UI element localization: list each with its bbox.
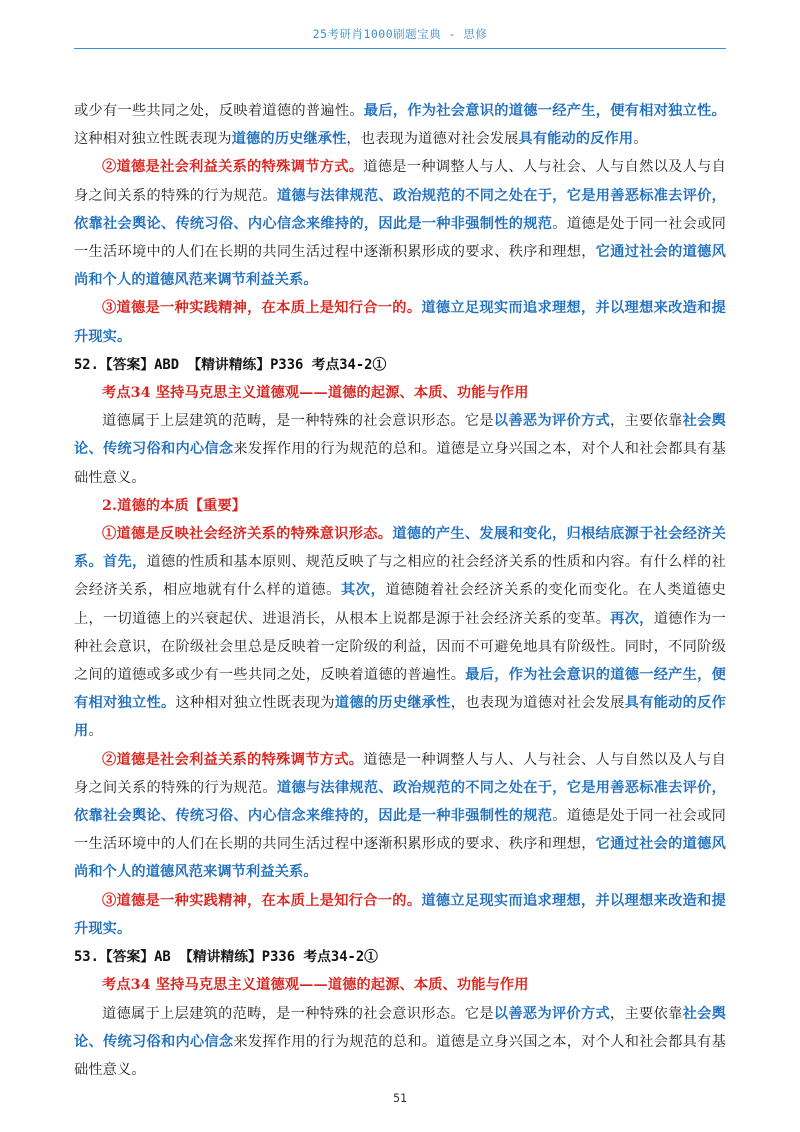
highlight-text: 具有能动的反作用 <box>74 695 726 740</box>
highlight-text: 以善恶为评价方式 <box>493 413 611 430</box>
section-heading-essence: 2.道德的本质【重要】 <box>102 497 247 514</box>
paragraph-continuation <box>74 97 726 153</box>
paragraph-ideology <box>74 520 726 746</box>
text: ，也表现为道德对社会发展 <box>450 695 625 712</box>
text: 。 <box>88 723 103 740</box>
document-body <box>74 97 726 1084</box>
highlight-text: 以善恶为评价方式 <box>493 1005 611 1022</box>
paragraph-definition-53 <box>74 1000 726 1085</box>
highlight-text: 道德的历史继承性 <box>231 131 347 148</box>
point-heading: ②道德是社会利益关系的特殊调节方式。 <box>102 159 364 176</box>
highlight-text: 再次， <box>610 610 654 627</box>
knowledge-point-53: 考点34 坚持马克思主义道德观——道德的起源、本质、功能与作用 <box>102 977 529 994</box>
highlight-text: 具有能动的反作用 <box>518 131 634 148</box>
highlight-text: 道德立足现实而追求理想，并以理想来改造和提升现实。 <box>74 892 726 937</box>
highlight-text: 最后，作为社会意识的道德一经产生，便有相对独立性。 <box>363 103 726 119</box>
point-heading: ②道德是社会利益关系的特殊调节方式。 <box>102 751 364 768</box>
text: 道德属于上层建筑的范畴，是一种特殊的社会意识形态。它是 <box>102 413 494 430</box>
highlight-text: 道德的产生、发展和变化，归根结底源于社会经济关系。 <box>74 526 726 571</box>
highlight-text: 道德与法律规范、政治规范的不同之处在于，它是用善恶标准去评价，依靠社会舆论、传统习俗、内心信念来维持的，因此是一种非强制性的规范 <box>74 779 726 825</box>
highlight-text: 首先， <box>102 554 147 571</box>
page-header-title: 25考研肖1000刷题宝典 - 思修 <box>312 27 488 41</box>
text: 来发挥作用的行为规范的总和。道德是立身兴国之本，对个人和社会都具有基础性意义。 <box>74 1033 726 1078</box>
highlight-text: 其次， <box>340 582 386 599</box>
highlight-text: 它通过社会的道德风尚和个人的道德风范来调节利益关系。 <box>74 244 726 289</box>
text: ，也表现为道德对社会发展 <box>346 131 519 148</box>
paragraph-practice-52 <box>74 887 726 943</box>
text: ，主要依靠 <box>610 413 683 430</box>
answer-line-53: 53.【答案】AB 【精讲精练】P336 考点34-2① <box>74 949 378 966</box>
text: 。道德是处于同一社会或同一生活环境中的人们在长期的共同生活过程中逐渐积累形成的要求、秩序和理想， <box>74 215 727 261</box>
text: 道德作为一种社会意识，在阶级社会里总是反映着一定阶级的利益，因而不可避免地具有阶级性。同时，不同阶级之间的道德或多或少有一些共同之处，反映着道德的普遍性。 <box>74 610 726 684</box>
text: ，主要依靠 <box>610 1005 683 1022</box>
highlight-text: 社会舆论、传统习俗和内心信念 <box>74 413 726 458</box>
text: 来发挥作用的行为规范的总和。道德是立身兴国之本，对个人和社会都具有基础性意义。 <box>74 441 726 486</box>
text: 道德是一种调整人与人、人与社会、人与自然以及人与自身之间关系的特殊的行为规范。 <box>74 751 726 796</box>
highlight-text: 它通过社会的道德风尚和个人的道德风范来调节利益关系。 <box>74 836 726 881</box>
knowledge-point-52: 考点34 坚持马克思主义道德观——道德的起源、本质、功能与作用 <box>102 385 529 402</box>
highlight-text: 道德与法律规范、政治规范的不同之处在于，它是用善恶标准去评价，依靠社会舆论、传统习俗、内心信念来维持的，因此是一种非强制性的规范 <box>74 187 726 232</box>
text: 这种相对独立性既表现为 <box>175 695 335 712</box>
highlight-text: 道德的历史继承性 <box>334 695 451 712</box>
text: 道德是一种调整人与人、人与社会、人与自然以及人与自身之间关系的特殊的行为规范。 <box>74 159 726 204</box>
text: 这种相对独立性既表现为 <box>74 131 232 148</box>
highlight-text: 道德立足现实而追求理想，并以理想来改造和提升现实。 <box>74 300 726 345</box>
text: 。 <box>633 131 648 148</box>
highlight-text: 最后，作为社会意识的道德一经产生，便有相对独立性。 <box>74 667 726 712</box>
text: 道德的性质和基本原则、规范反映了与之相应的社会经济关系的性质和内容。有什么样的社会经济关系，相应地就有什么样的道德。 <box>74 554 726 599</box>
paragraph-definition-52 <box>74 407 726 492</box>
paragraph-regulation <box>74 153 726 294</box>
text: 。道德是处于同一社会或同一生活环境中的人们在长期的共同生活过程中逐渐积累形成的要求、秩序和理想， <box>74 808 727 853</box>
point-heading: ③道德是一种实践精神，在本质上是知行合一的。 <box>102 892 422 909</box>
text: 或少有一些共同之处，反映着道德的普遍性。 <box>74 103 364 119</box>
answer-line-52: 52.【答案】ABD 【精讲精练】P336 考点34-2① <box>74 356 387 373</box>
text: 道德属于上层建筑的范畴，是一种特殊的社会意识形态。它是 <box>102 1005 494 1022</box>
text: 道德随着社会经济关系的变化而变化。在人类道德史上，一切道德上的兴衰起伏、进退消长，从根本上说都是源于社会经济关系的变革。 <box>74 582 727 627</box>
page-number: 51 <box>393 1091 407 1105</box>
paragraph-regulation-52 <box>74 746 726 887</box>
point-heading: ③道德是一种实践精神，在本质上是知行合一的。 <box>102 300 422 317</box>
highlight-text: 社会舆论、传统习俗和内心信念 <box>74 1005 726 1050</box>
paragraph-practice <box>74 294 726 350</box>
header-divider <box>74 48 726 49</box>
point-heading: ①道德是反映社会经济关系的特殊意识形态。 <box>102 526 393 543</box>
